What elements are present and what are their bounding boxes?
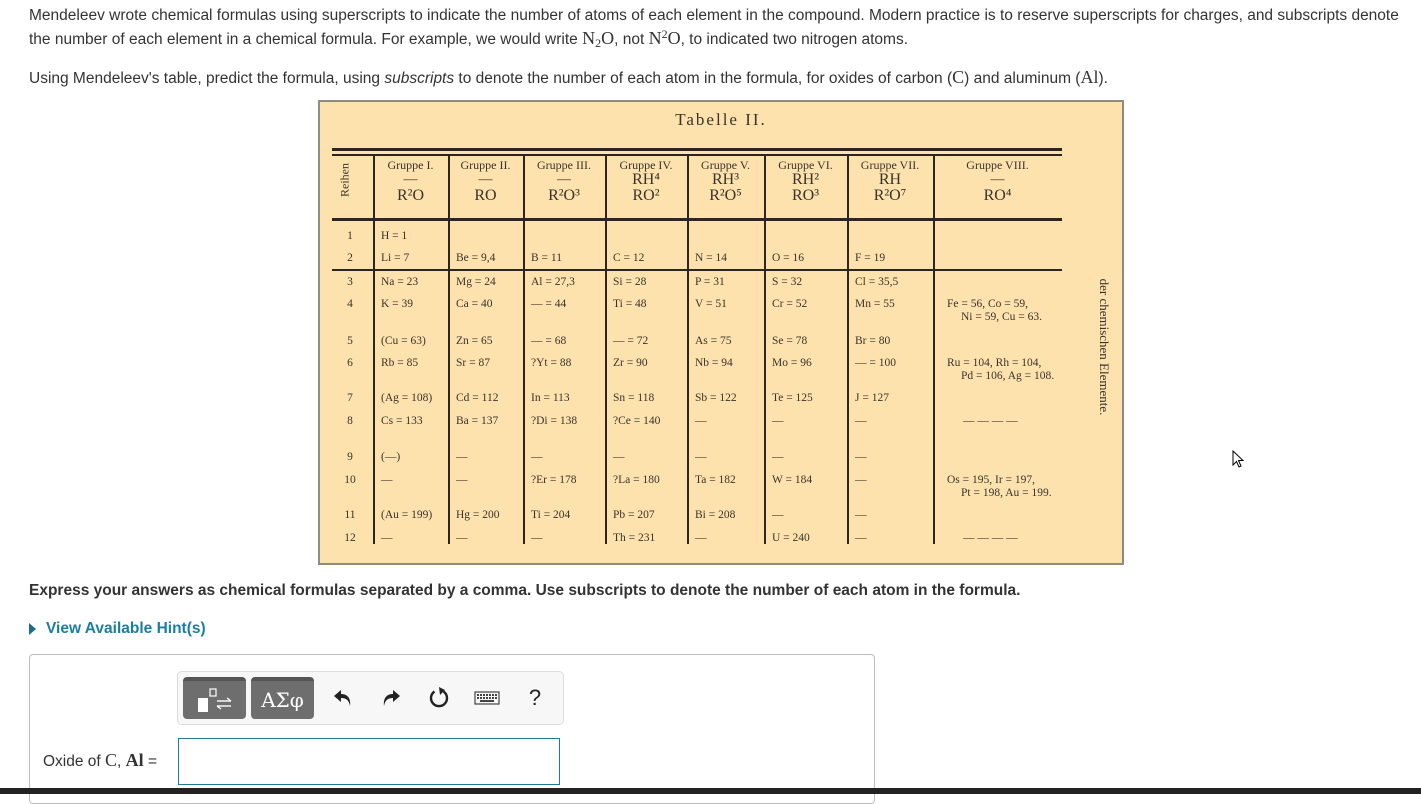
- reset-button[interactable]: [415, 677, 463, 719]
- row-number: 3: [347, 276, 353, 288]
- element-cell: P = 31: [695, 276, 725, 288]
- element-cell: Os = 195, Ir = 197, Pt = 198, Au = 199.: [947, 474, 1052, 499]
- group-header: Gruppe I. — R²O: [387, 158, 434, 204]
- element-cell: — — — —: [963, 415, 1018, 427]
- row-number: 6: [347, 357, 353, 369]
- element-cell: S = 32: [772, 276, 803, 288]
- element-cell: Cr = 52: [772, 298, 808, 310]
- element-cell: (Ag = 108): [381, 392, 433, 404]
- element-cell: Zn = 65: [456, 335, 493, 347]
- element-cell: Sn = 118: [613, 392, 655, 404]
- group-header: Gruppe II. — RO: [460, 158, 511, 204]
- element-cell: —: [855, 474, 867, 486]
- bottom-bar: [0, 788, 1421, 794]
- element-cell: Li = 7: [381, 252, 410, 264]
- group-header: Gruppe IV. RH⁴ RO²: [619, 158, 673, 204]
- element-cell: Ca = 40: [456, 298, 493, 310]
- expand-triangle-icon: [29, 623, 36, 635]
- element-cell: Be = 9,4: [456, 252, 496, 264]
- element-cell: (Cu = 63): [381, 335, 426, 347]
- element-cell: —: [855, 415, 867, 427]
- reset-icon: [427, 686, 451, 710]
- mendeleev-table-image: [318, 100, 1124, 565]
- element-cell: —: [772, 415, 784, 427]
- undo-icon: [332, 688, 354, 708]
- intro-paragraph-1: Mendeleev wrote chemical formulas using superscripts to indicate the number of atoms of each element in the compound. Modern practice is to reserve superscripts for charges, and subscripts denote the number of each element in a chemical formula. For example, we would write $N_2O$, not $N^2O$, to indicated two nitrogen atoms.: [29, 7, 1399, 50]
- redo-button[interactable]: [367, 677, 415, 719]
- header-rule-top: [332, 148, 1062, 151]
- column-divider: [933, 156, 935, 544]
- element-cell: Si = 28: [613, 276, 647, 288]
- element-cell: — = 100: [855, 357, 896, 369]
- group-header: Gruppe VIII. — RO⁴: [966, 158, 1029, 204]
- answer-instruction: Express your answers as chemical formulas separated by a comma. Use subscripts to denote the number of each atom in the formula.: [29, 582, 1021, 599]
- intro-paragraph-2: Using Mendeleev's table, predict the formula, using subscripts to denote the number of each atom in the formula, for oxides of carbon (C) and aluminum (Al).: [29, 67, 1108, 87]
- row-number: 10: [344, 474, 356, 486]
- math-toolbar: [177, 671, 564, 725]
- element-cell: —: [613, 451, 625, 463]
- column-divider: [523, 156, 525, 544]
- element-cell: ?Di = 138: [531, 415, 578, 427]
- element-cell: Mo = 96: [772, 357, 812, 369]
- group-header: Gruppe III. — R²O³: [537, 158, 591, 204]
- element-cell: — = 72: [613, 335, 649, 347]
- element-cell: U = 240: [772, 532, 810, 544]
- answer-input[interactable]: [178, 738, 560, 785]
- element-cell: Al = 27,3: [531, 276, 575, 288]
- undo-button[interactable]: [319, 677, 367, 719]
- row2-rule: [332, 269, 1062, 271]
- element-cell: Br = 80: [855, 335, 891, 347]
- header-rule-top-2: [332, 154, 1062, 156]
- element-cell: Mg = 24: [456, 276, 496, 288]
- element-cell: —: [695, 415, 707, 427]
- row-number: 4: [347, 298, 353, 310]
- element-cell: C = 12: [613, 252, 645, 264]
- element-cell: Bi = 208: [695, 509, 736, 521]
- row-number: 12: [344, 532, 356, 544]
- element-cell: W = 184: [772, 474, 813, 486]
- element-cell: —: [695, 451, 707, 463]
- view-hints-link[interactable]: View Available Hint(s): [29, 620, 206, 638]
- element-cell: Ba = 137: [456, 415, 499, 427]
- element-cell: —: [456, 532, 468, 544]
- column-divider: [448, 156, 450, 544]
- element-cell: Rb = 85: [381, 357, 419, 369]
- row-number: 9: [347, 451, 353, 463]
- side-caption: der chemischen Elemente.: [1097, 278, 1112, 416]
- mouse-cursor-icon: [1232, 450, 1246, 470]
- element-cell: ?Ce = 140: [613, 415, 661, 427]
- element-cell: Cl = 35,5: [855, 276, 899, 288]
- element-cell: K = 39: [381, 298, 414, 310]
- element-cell: —: [381, 474, 393, 486]
- element-cell: As = 75: [695, 335, 732, 347]
- element-cell: ?Er = 178: [531, 474, 577, 486]
- column-divider: [764, 156, 766, 544]
- element-cell: —: [381, 532, 393, 544]
- element-cell: — = 68: [531, 335, 567, 347]
- element-cell: Se = 78: [772, 335, 808, 347]
- element-cell: Sb = 122: [695, 392, 737, 404]
- element-cell: —: [772, 451, 784, 463]
- symbols-button[interactable]: ΑΣφ: [251, 677, 314, 719]
- element-cell: —: [855, 509, 867, 521]
- element-cell: — = 44: [531, 298, 567, 310]
- element-cell: Cs = 133: [381, 415, 423, 427]
- help-button[interactable]: ?: [528, 685, 542, 710]
- formula-n2o-superscript: $N^2O$: [648, 27, 681, 48]
- element-cell: J = 127: [855, 392, 889, 404]
- element-cell: In = 113: [531, 392, 570, 404]
- row-number: 7: [347, 392, 353, 404]
- element-cell: O = 16: [772, 252, 805, 264]
- element-cell: Th = 231: [613, 532, 656, 544]
- element-cell: —: [855, 532, 867, 544]
- column-divider: [687, 156, 689, 544]
- group-header: Gruppe VII. RH R²O⁷: [860, 158, 920, 204]
- element-cell: Fe = 56, Co = 59, Ni = 59, Cu = 63.: [947, 298, 1043, 323]
- element-cell: Ru = 104, Rh = 104, Pd = 106, Ag = 108.: [947, 357, 1055, 382]
- element-cell: Pb = 207: [613, 509, 655, 521]
- element-cell: —: [531, 451, 543, 463]
- column-divider: [605, 156, 607, 544]
- table-title: Tabelle II.: [675, 110, 767, 129]
- keyboard-icon: [474, 690, 500, 706]
- templates-button[interactable]: [183, 677, 246, 719]
- element-cell: Nb = 94: [695, 357, 733, 369]
- element-cell: F = 19: [855, 252, 886, 264]
- header-rule-bottom: [332, 218, 1062, 221]
- element-cell: (Au = 199): [381, 509, 433, 521]
- element-cell: H = 1: [381, 230, 408, 242]
- element-cell: —: [772, 509, 784, 521]
- reihen-axis-label: Reihen: [337, 163, 352, 197]
- column-divider: [847, 156, 849, 544]
- element-cell: —: [531, 532, 543, 544]
- element-cell: ?Yt = 88: [531, 357, 572, 369]
- row-number: 1: [347, 230, 353, 242]
- element-cell: — — — —: [963, 532, 1018, 544]
- element-cell: Mn = 55: [855, 298, 895, 310]
- group-header: Gruppe VI. RH² RO³: [778, 158, 833, 204]
- element-cell: Na = 23: [381, 276, 419, 288]
- answer-label: Oxide of C, Al =: [43, 750, 158, 770]
- element-cell: V = 51: [695, 298, 727, 310]
- row-number: 2: [347, 252, 353, 264]
- problem-intro: [29, 5, 1419, 90]
- element-cell: Ta = 182: [695, 474, 736, 486]
- row-number: 5: [347, 335, 353, 347]
- element-cell: Hg = 200: [456, 509, 500, 521]
- row-number: 8: [347, 415, 353, 427]
- element-cell: ?La = 180: [613, 474, 660, 486]
- element-cell: Cd = 112: [456, 392, 499, 404]
- column-divider: [373, 156, 375, 544]
- element-cell: —: [855, 451, 867, 463]
- element-cell: Sr = 87: [456, 357, 490, 369]
- group-header: Gruppe V. RH³ R²O⁵: [701, 158, 750, 204]
- element-cell: N = 14: [695, 252, 728, 264]
- element-cell: —: [456, 474, 468, 486]
- element-cell: Ti = 204: [531, 509, 571, 521]
- element-cell: (—): [381, 451, 401, 463]
- redo-icon: [380, 688, 402, 708]
- element-cell: —: [456, 451, 468, 463]
- element-cell: Te = 125: [772, 392, 813, 404]
- templates-icon: [195, 687, 235, 713]
- row-number: 11: [344, 509, 356, 521]
- element-cell: —: [695, 532, 707, 544]
- element-cell: Zr = 90: [613, 357, 648, 369]
- formula-n2o-subscript: $N_2O$: [582, 28, 615, 50]
- element-cell: Ti = 48: [613, 298, 647, 310]
- element-cell: B = 11: [531, 252, 562, 264]
- keyboard-button[interactable]: [463, 677, 511, 719]
